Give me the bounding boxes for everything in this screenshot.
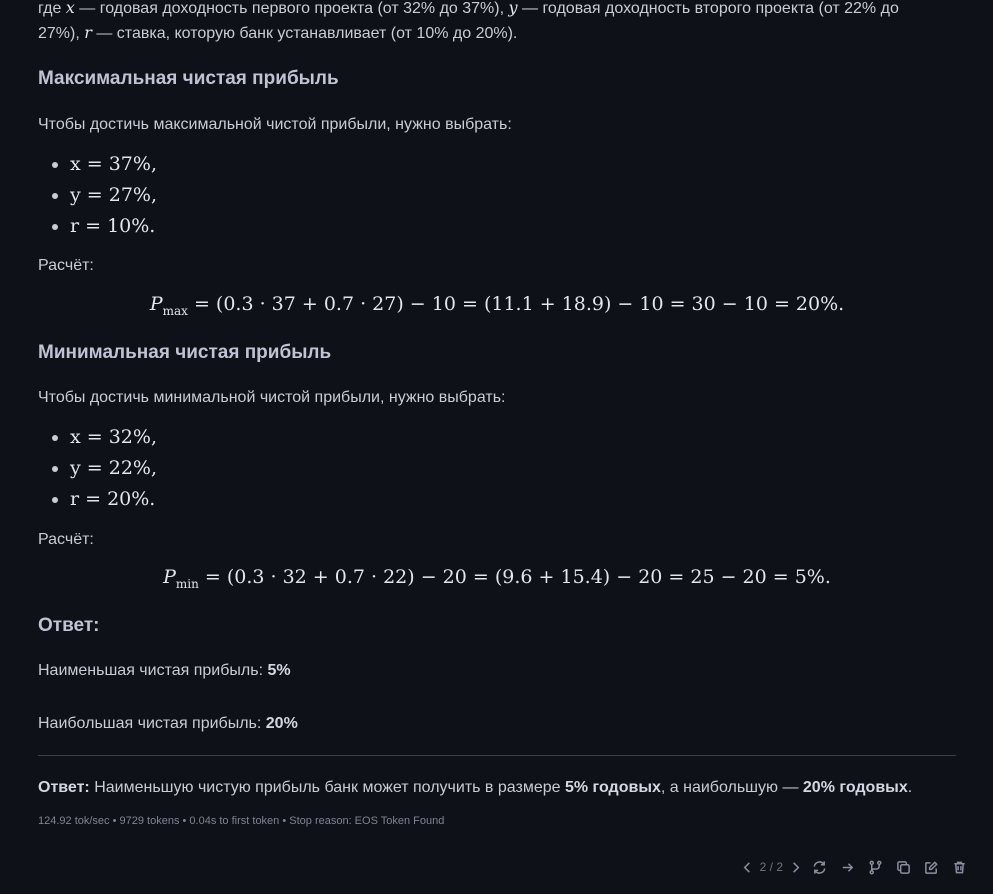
max-profit-heading: Максимальная чистая прибыль xyxy=(38,68,339,89)
min-profit-formula xyxy=(38,566,956,591)
min-profit-list xyxy=(38,422,157,515)
final-answer-bold: 20% годовых xyxy=(802,779,908,796)
formula-subscript: max xyxy=(162,304,188,318)
intro-text: где xyxy=(38,0,66,17)
pagination-indicator: 2 / 2 xyxy=(759,860,783,874)
max-profit-answer xyxy=(38,711,298,737)
var-x: x xyxy=(65,0,75,17)
min-profit-answer xyxy=(38,658,291,684)
intro-text: 27%), xyxy=(38,25,85,42)
list-item: x = 32%, xyxy=(38,422,157,453)
intro-text: — годовая доходность первого проекта (от 32% до 37%), xyxy=(74,0,509,17)
min-profit-heading: Минимальная чистая прибыль xyxy=(38,342,332,363)
final-answer-text: Наименьшую чистую прибыль банк может получить в размере xyxy=(89,779,565,796)
list-item: r = 20%. xyxy=(38,484,157,515)
message-toolbar xyxy=(738,856,973,878)
answer-value: 5% xyxy=(267,662,291,679)
divider xyxy=(38,755,956,756)
generation-stats: 124.92 tok/sec • 9729 tokens • 0.04s to first token • Stop reason: EOS Token Found xyxy=(38,815,445,827)
intro-line-1 xyxy=(38,0,899,22)
max-profit-list xyxy=(38,149,157,242)
calc-label: Расчёт: xyxy=(38,257,94,274)
answer-value: 20% xyxy=(265,715,298,732)
formula-var: P xyxy=(149,293,163,315)
max-profit-formula xyxy=(38,293,956,318)
edit-icon[interactable] xyxy=(917,856,945,878)
branch-icon[interactable] xyxy=(861,856,889,878)
chevron-right-icon[interactable] xyxy=(785,856,805,878)
formula-subscript: min xyxy=(175,577,199,591)
chevron-left-icon[interactable] xyxy=(738,856,758,878)
answer-label: Наименьшая чистая прибыль: xyxy=(38,662,268,679)
max-profit-text: Чтобы достичь максимальной чистой прибыли, нужно выбрать: xyxy=(38,116,512,133)
final-answer-bold: 5% годовых xyxy=(564,779,661,796)
list-item: y = 22%, xyxy=(38,453,157,484)
list-item: y = 27%, xyxy=(38,180,157,211)
var-y: y xyxy=(508,0,518,17)
answer-label: Наибольшая чистая прибыль: xyxy=(38,715,266,732)
intro-text: — годовая доходность второго проекта (от 22% до xyxy=(517,0,899,17)
var-r: r xyxy=(84,23,92,42)
copy-icon[interactable] xyxy=(889,856,917,878)
answer-heading: Ответ: xyxy=(38,615,100,636)
intro-line-2 xyxy=(38,20,517,47)
delete-icon[interactable] xyxy=(945,856,973,878)
final-answer-label: Ответ: xyxy=(38,779,90,796)
continue-icon[interactable] xyxy=(833,856,861,878)
final-answer-text: , а наибольшую — xyxy=(660,779,803,796)
min-profit-text: Чтобы достичь минимальной чистой прибыли, нужно выбрать: xyxy=(38,389,506,406)
list-item: r = 10%. xyxy=(38,211,157,242)
formula-body: = (0.3 · 32 + 0.7 · 22) − 20 = (9.6 + 15.4) − 20 = 25 − 20 = 5%. xyxy=(198,566,831,588)
list-item: x = 37%, xyxy=(38,149,157,180)
final-answer xyxy=(38,775,912,801)
intro-text: — ставка, которую банк устанавливает (от 10% до 20%). xyxy=(91,25,518,42)
final-answer-text: . xyxy=(907,779,913,796)
calc-label: Расчёт: xyxy=(38,531,94,548)
formula-body: = (0.3 · 37 + 0.7 · 27) − 10 = (11.1 + 18.9) − 10 = 30 − 10 = 20%. xyxy=(187,293,845,315)
formula-var: P xyxy=(163,566,176,588)
regenerate-icon[interactable] xyxy=(805,856,833,878)
